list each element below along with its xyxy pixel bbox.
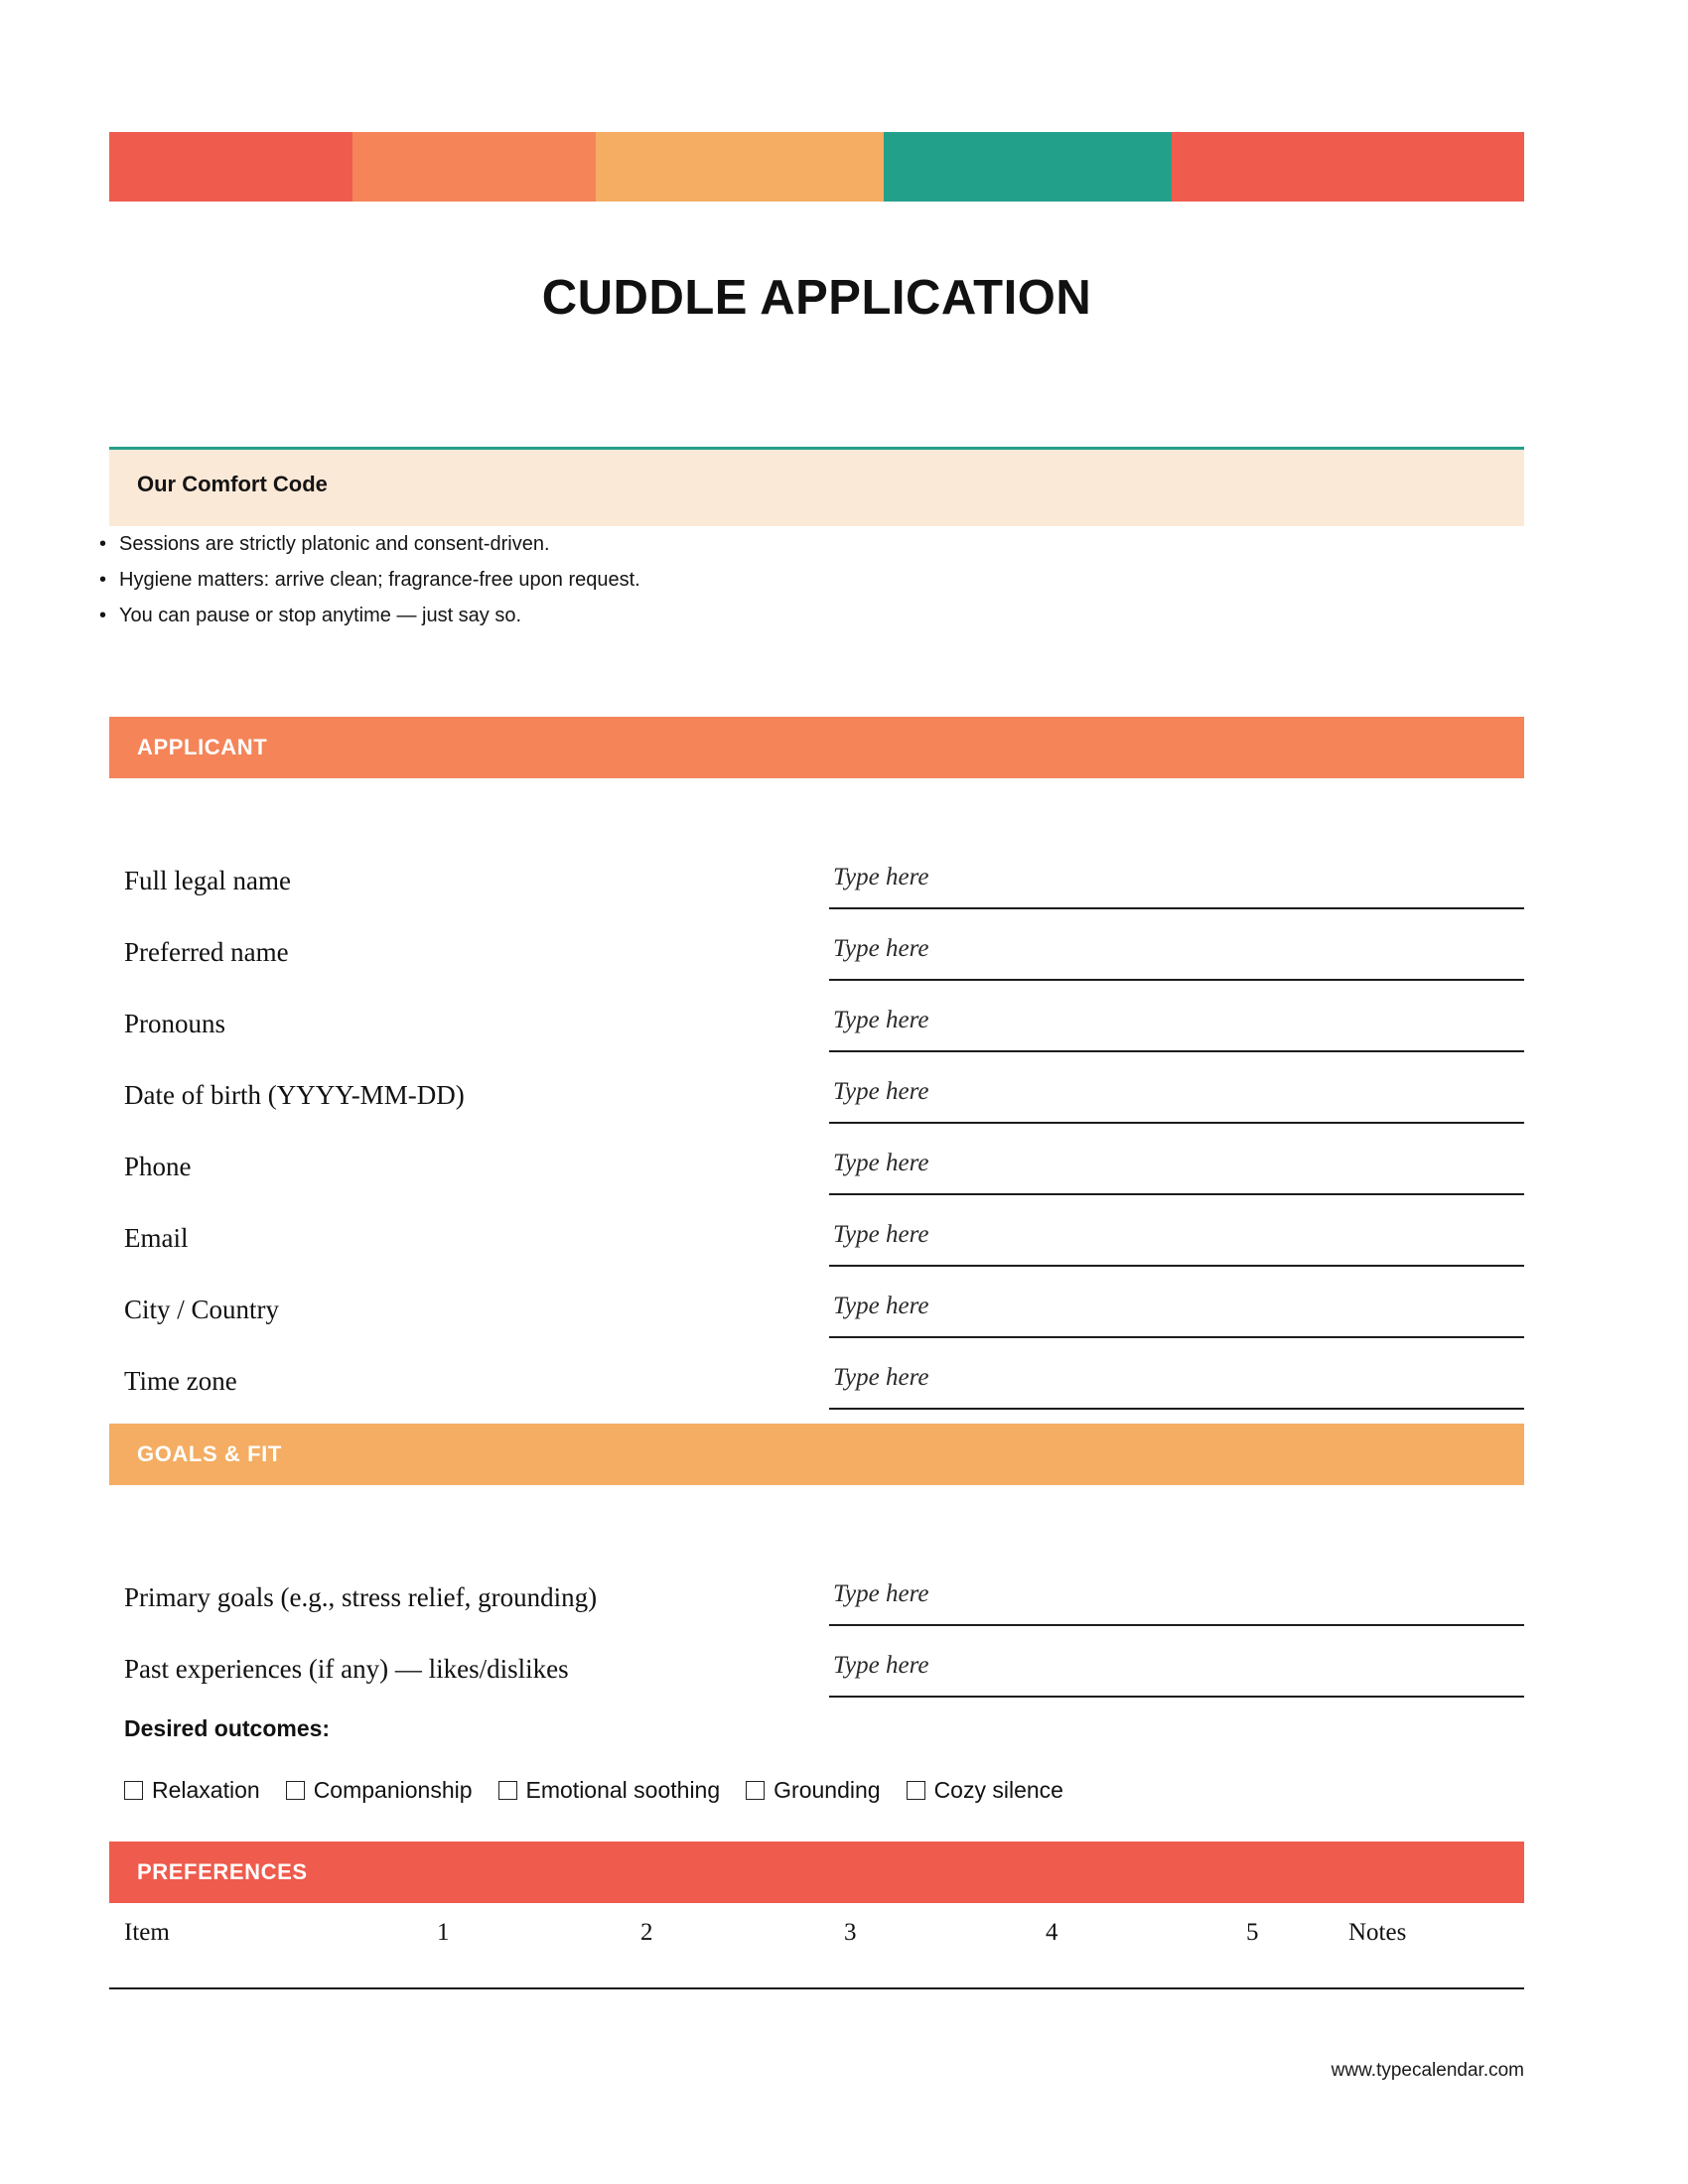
footer-url: www.typecalendar.com (1331, 2060, 1524, 2081)
input-placeholder: Type here (833, 1364, 929, 1391)
table-header-row (109, 1903, 1524, 1963)
field-row-full-legal-name (124, 854, 1524, 925)
input-placeholder: Type here (833, 935, 929, 962)
checkbox-emotional-soothing[interactable] (498, 1777, 721, 1804)
field-row-time-zone (124, 1354, 1524, 1426)
section-label: PREFERENCES (137, 1859, 308, 1884)
checkbox-icon[interactable] (907, 1781, 925, 1800)
field-row-date-of-birth (124, 1068, 1524, 1140)
field-row-past-experiences (124, 1642, 1524, 1713)
section-label: GOALS & FIT (137, 1441, 282, 1466)
color-segment-2 (352, 132, 596, 202)
preferred-name-input[interactable] (829, 925, 1524, 981)
table-column-3: 3 (844, 1919, 857, 1946)
checkbox-label: Relaxation (152, 1777, 260, 1803)
color-segment-1 (109, 132, 352, 202)
table-column-4: 4 (1046, 1919, 1058, 1946)
field-label: Full legal name (124, 866, 291, 895)
checkbox-cozy-silence[interactable] (907, 1777, 1063, 1804)
input-placeholder: Type here (833, 1221, 929, 1248)
field-label: Email (124, 1223, 189, 1253)
field-label: Date of birth (YYYY-MM-DD) (124, 1080, 465, 1110)
past-experiences-input[interactable] (829, 1642, 1524, 1698)
field-row-phone (124, 1140, 1524, 1211)
field-label: Preferred name (124, 937, 289, 967)
time-zone-input[interactable] (829, 1354, 1524, 1410)
list-item: • Hygiene matters: arrive clean; fragrance-free upon request. (119, 562, 1410, 598)
pronouns-input[interactable] (829, 997, 1524, 1052)
input-placeholder: Type here (833, 1293, 929, 1319)
input-placeholder: Type here (833, 1078, 929, 1105)
checkbox-companionship[interactable] (286, 1777, 473, 1804)
input-placeholder: Type here (833, 864, 929, 890)
table-column-1: 1 (437, 1919, 450, 1946)
checkbox-label: Grounding (774, 1777, 881, 1803)
desired-outcomes-heading: Desired outcomes: (124, 1715, 331, 1741)
color-segment-3 (596, 132, 884, 202)
list-item: • Sessions are strictly platonic and consent-driven. (119, 526, 1410, 562)
comfort-code-banner (109, 447, 1524, 526)
section-header-goals-fit (109, 1424, 1524, 1485)
field-row-email (124, 1211, 1524, 1283)
checkbox-icon[interactable] (124, 1781, 143, 1800)
checkbox-grounding[interactable] (746, 1777, 880, 1804)
field-label: Phone (124, 1152, 192, 1181)
field-row-city-country (124, 1283, 1524, 1354)
input-placeholder: Type here (833, 1580, 929, 1607)
field-label: City / Country (124, 1295, 280, 1324)
primary-goals-input[interactable] (829, 1570, 1524, 1626)
comfort-code-list (119, 526, 1410, 633)
field-label: Time zone (124, 1366, 237, 1396)
comfort-code-heading: Our Comfort Code (137, 472, 328, 496)
decorative-color-bar (109, 132, 1524, 202)
preferences-table (109, 1903, 1524, 1963)
table-column-item: Item (124, 1919, 170, 1946)
table-column-2: 2 (640, 1919, 653, 1946)
field-row-primary-goals (124, 1570, 1524, 1642)
input-placeholder: Type here (833, 1150, 929, 1176)
table-column-5: 5 (1246, 1919, 1259, 1946)
checkbox-icon[interactable] (498, 1781, 517, 1800)
field-label: Primary goals (e.g., stress relief, grounding) (124, 1582, 598, 1612)
city-country-input[interactable] (829, 1283, 1524, 1338)
checkbox-icon[interactable] (746, 1781, 765, 1800)
input-placeholder: Type here (833, 1007, 929, 1033)
color-segment-5 (1172, 132, 1524, 202)
page-title: CUDDLE APPLICATION (541, 271, 1092, 325)
email-input[interactable] (829, 1211, 1524, 1267)
table-column-notes: Notes (1348, 1919, 1407, 1946)
checkbox-label: Emotional soothing (525, 1777, 721, 1803)
phone-input[interactable] (829, 1140, 1524, 1195)
checkbox-icon[interactable] (286, 1781, 305, 1800)
full-legal-name-input[interactable] (829, 854, 1524, 909)
date-of-birth-input[interactable] (829, 1068, 1524, 1124)
field-row-preferred-name (124, 925, 1524, 997)
section-label: APPLICANT (137, 735, 268, 759)
list-item: • You can pause or stop anytime — just say so. (119, 598, 1410, 633)
field-label: Pronouns (124, 1009, 226, 1038)
section-header-applicant (109, 717, 1524, 778)
checkbox-label: Companionship (313, 1777, 473, 1803)
table-divider (109, 1987, 1524, 1989)
section-header-preferences (109, 1842, 1524, 1903)
desired-outcomes-checkbox-group (124, 1777, 1089, 1804)
checkbox-label: Cozy silence (933, 1777, 1063, 1803)
field-label: Past experiences (if any) — likes/dislikes (124, 1654, 569, 1684)
input-placeholder: Type here (833, 1652, 929, 1679)
field-row-pronouns (124, 997, 1524, 1068)
checkbox-relaxation[interactable] (124, 1777, 260, 1804)
color-segment-4 (884, 132, 1172, 202)
